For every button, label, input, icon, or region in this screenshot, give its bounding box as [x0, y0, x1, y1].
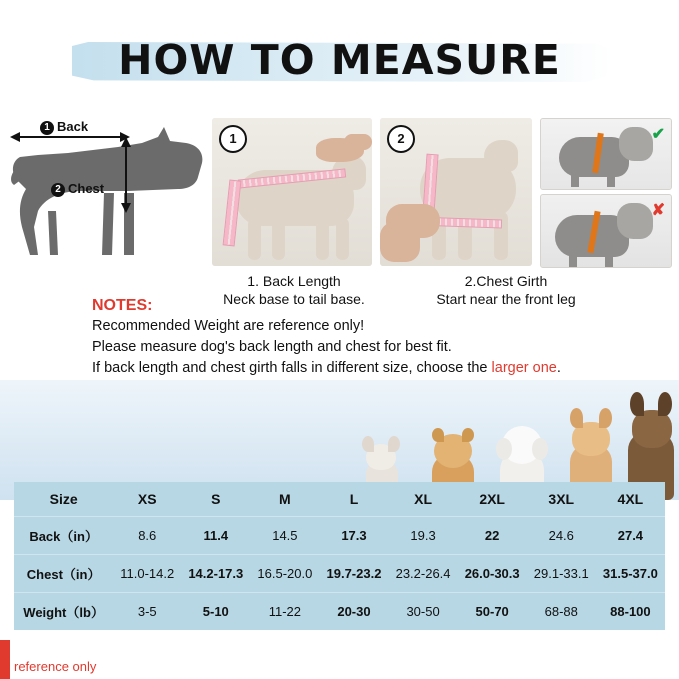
correct-fit-photo — [540, 118, 672, 190]
incorrect-fit-photo — [540, 194, 672, 268]
cell-weight-s: 5-10 — [202, 604, 229, 619]
back-badge: 1 — [40, 121, 54, 135]
cell-chest-4xl: 31.5-37.0 — [596, 555, 665, 593]
page-title: HOW TO MEASURE — [118, 36, 561, 84]
table-header-4xl: 4XL — [596, 482, 665, 517]
chest-dimension-label — [51, 181, 104, 197]
back-label-text: Back — [57, 119, 89, 134]
back-dimension-label — [40, 119, 88, 135]
chest-girth-photo — [380, 118, 532, 266]
title-banner — [0, 22, 679, 92]
table-header-l: L — [319, 482, 388, 517]
cell-weight-m: 11-22 — [268, 604, 302, 619]
table-header-xl: XL — [389, 482, 458, 517]
panel-2-caption-line1: 2.Chest Girth — [464, 273, 548, 289]
notes-line-1: Recommended Weight are reference only! — [92, 318, 365, 334]
chest-badge: 2 — [51, 183, 65, 197]
incorrect-cross-icon: ✘ — [651, 202, 665, 219]
table-footer-note: reference only — [14, 659, 97, 674]
cell-chest-xs: 11.0-14.2 — [113, 555, 181, 593]
notes-line-3 — [92, 358, 672, 379]
panel-1-caption-line2: Neck base to tail base. — [223, 291, 365, 307]
cell-back-m: 14.5 — [250, 517, 319, 555]
notes-line-2: Please measure dog's back length and chest for best fit. — [92, 339, 452, 355]
cell-chest-xl: 23.2-26.4 — [389, 555, 458, 593]
notes-heading: NOTES: — [92, 297, 153, 314]
cell-back-4xl: 27.4 — [596, 517, 665, 555]
table-row — [14, 555, 665, 593]
cell-weight-3xl: 68-88 — [544, 604, 578, 619]
cell-back-3xl: 24.6 — [527, 517, 596, 555]
panel-2-caption-line2: Start near the front leg — [436, 291, 576, 307]
size-chart-table — [14, 482, 665, 630]
cell-chest-m: 16.5-20.0 — [250, 555, 319, 593]
back-length-photo — [212, 118, 372, 266]
dog-silhouette-svg — [8, 115, 208, 275]
cell-back-xl: 19.3 — [389, 517, 458, 555]
table-header-size: Size — [14, 482, 113, 517]
dog-silhouette-diagram — [8, 115, 208, 275]
table-row — [14, 517, 665, 555]
cell-weight-xs: 3-5 — [137, 604, 157, 619]
panel-1-caption-line1: 1. Back Length — [247, 273, 341, 289]
correct-check-icon: ✔ — [651, 126, 665, 143]
row-label-weight: Weight（lb） — [23, 605, 104, 620]
panel-1-badge: 1 — [219, 125, 247, 153]
cell-back-s: 11.4 — [181, 517, 250, 555]
cell-chest-l: 19.7-23.2 — [319, 555, 388, 593]
table-row — [14, 593, 665, 631]
cell-chest-s: 14.2-17.3 — [181, 555, 250, 593]
cell-back-l: 17.3 — [319, 517, 388, 555]
table-header-m: M — [250, 482, 319, 517]
notes-line-3-prefix: If back length and chest girth falls in different size, choose the — [92, 360, 492, 376]
cell-chest-3xl: 29.1-33.1 — [527, 555, 596, 593]
notes-line-3-highlight: larger one — [491, 360, 557, 376]
cell-weight-4xl: 88-100 — [610, 604, 651, 619]
notes-block — [92, 295, 672, 379]
cell-weight-l: 20-30 — [337, 604, 371, 619]
cell-weight-xl: 30-50 — [406, 604, 440, 619]
table-header-2xl: 2XL — [458, 482, 527, 517]
table-header-xs: XS — [113, 482, 181, 517]
cell-back-xs: 8.6 — [113, 517, 181, 555]
table-header-3xl: 3XL — [527, 482, 596, 517]
cell-back-2xl: 22 — [458, 517, 527, 555]
notes-line-3-suffix: . — [556, 360, 561, 376]
cell-weight-2xl: 50-70 — [475, 604, 509, 619]
red-accent-stripe — [0, 640, 10, 679]
chest-label-text: Chest — [68, 181, 105, 196]
table-header-row — [14, 482, 665, 517]
row-label-chest: Chest（in） — [14, 555, 113, 593]
row-label-back: Back（in） — [14, 517, 113, 555]
panel-2-badge: 2 — [387, 125, 415, 153]
cell-chest-2xl: 26.0-30.3 — [458, 555, 527, 593]
table-header-s: S — [181, 482, 250, 517]
